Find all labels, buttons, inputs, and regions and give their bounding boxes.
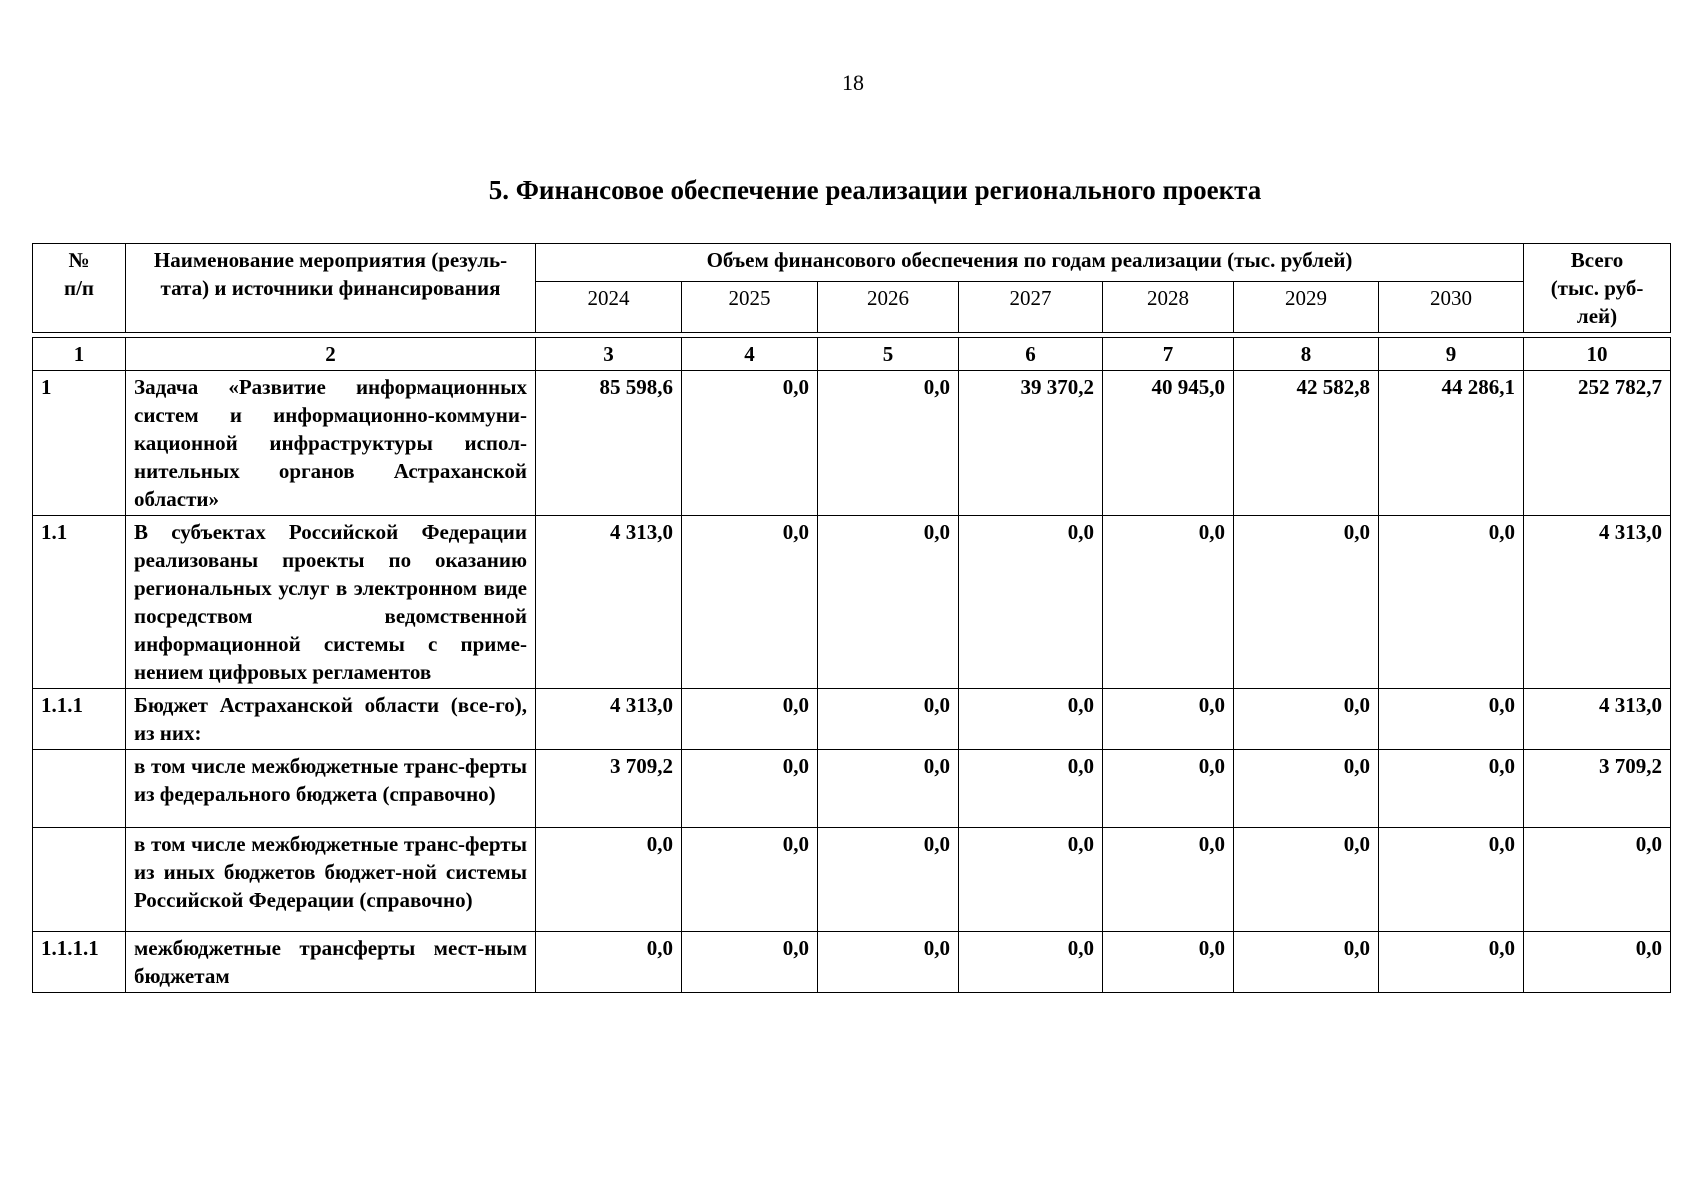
row-code-cell: 1.1.1 (33, 689, 126, 750)
row-value-cell: 0,0 (1234, 828, 1379, 932)
row-value-cell: 0,0 (818, 932, 959, 993)
row-total-cell: 0,0 (1524, 932, 1671, 993)
column-number-cell: 10 (1524, 338, 1671, 371)
row-value-cell: 0,0 (536, 828, 682, 932)
row-value-cell: 0,0 (1379, 750, 1524, 828)
column-number-cell: 8 (1234, 338, 1379, 371)
row-name-cell: в том числе межбюджетные транс-ферты из иных бюджетов бюджет-ной системы Российской Федерации (справочно) (126, 828, 536, 932)
row-value-cell: 0,0 (1103, 689, 1234, 750)
row-value-cell: 40 945,0 (1103, 371, 1234, 516)
table-row (33, 371, 1671, 516)
row-name-cell: В субъектах Российской Федерации реализованы проекты по оказанию региональных услуг в электронном виде посредством ведомственной информационной системы с приме-нением цифровых регламентов (126, 516, 536, 689)
row-value-cell: 0,0 (1103, 516, 1234, 689)
column-number-cell: 1 (33, 338, 126, 371)
header-year-cell: 2026 (818, 282, 959, 333)
row-value-cell: 0,0 (818, 516, 959, 689)
row-name-cell: Задача «Развитие информационных систем и информационно-коммуни-кационной инфраструктуры испол-нительных органов Астраханской области» (126, 371, 536, 516)
header-year-cell: 2027 (959, 282, 1103, 333)
row-value-cell: 0,0 (1234, 932, 1379, 993)
row-value-cell: 4 313,0 (536, 516, 682, 689)
row-value-cell: 0,0 (682, 371, 818, 516)
row-value-cell: 0,0 (818, 689, 959, 750)
row-value-cell: 0,0 (1103, 932, 1234, 993)
header-financing-volume-cell: Объем финансового обеспечения по годам реализации (тыс. рублей) (536, 244, 1524, 282)
column-number-cell: 9 (1379, 338, 1524, 371)
column-number-cell: 3 (536, 338, 682, 371)
row-code-cell: 1 (33, 371, 126, 516)
row-total-cell: 252 782,7 (1524, 371, 1671, 516)
row-value-cell: 0,0 (536, 932, 682, 993)
column-number-cell: 7 (1103, 338, 1234, 371)
column-number-cell: 2 (126, 338, 536, 371)
financing-table (32, 243, 1671, 993)
row-value-cell: 0,0 (959, 932, 1103, 993)
row-value-cell: 0,0 (818, 371, 959, 516)
table-body (33, 371, 1671, 993)
header-number-cell: № п/п (33, 244, 126, 333)
row-value-cell: 0,0 (1234, 689, 1379, 750)
table-row (33, 516, 1671, 689)
header-total-cell: Всего (тыс. руб- лей) (1524, 244, 1671, 333)
row-code-cell: 1.1.1.1 (33, 932, 126, 993)
row-value-cell: 0,0 (1234, 750, 1379, 828)
row-value-cell: 0,0 (1234, 516, 1379, 689)
row-total-cell: 3 709,2 (1524, 750, 1671, 828)
row-value-cell: 39 370,2 (959, 371, 1103, 516)
row-name-cell: межбюджетные трансферты мест-ным бюджетам (126, 932, 536, 993)
header-year-cell: 2028 (1103, 282, 1234, 333)
row-value-cell: 0,0 (1103, 750, 1234, 828)
row-name-cell: Бюджет Астраханской области (все-го), из них: (126, 689, 536, 750)
row-value-cell: 0,0 (1379, 932, 1524, 993)
row-value-cell: 0,0 (682, 689, 818, 750)
row-value-cell: 0,0 (1379, 689, 1524, 750)
row-value-cell: 0,0 (682, 516, 818, 689)
table-row (33, 828, 1671, 932)
header-year-cell: 2024 (536, 282, 682, 333)
table-row (33, 932, 1671, 993)
row-value-cell: 0,0 (959, 689, 1103, 750)
row-code-cell: 1.1 (33, 516, 126, 689)
column-number-cell: 4 (682, 338, 818, 371)
row-value-cell: 0,0 (959, 516, 1103, 689)
row-total-cell: 4 313,0 (1524, 516, 1671, 689)
row-value-cell: 0,0 (682, 828, 818, 932)
row-value-cell: 0,0 (682, 932, 818, 993)
row-value-cell: 0,0 (1103, 828, 1234, 932)
header-row-1 (33, 244, 1671, 282)
row-code-cell (33, 828, 126, 932)
section-title: 5. Финансовое обеспечение реализации регионального проекта (488, 175, 1262, 205)
row-value-cell: 44 286,1 (1379, 371, 1524, 516)
header-year-cell: 2025 (682, 282, 818, 333)
table-row (33, 689, 1671, 750)
header-year-cell: 2029 (1234, 282, 1379, 333)
row-value-cell: 0,0 (818, 828, 959, 932)
row-value-cell: 0,0 (959, 828, 1103, 932)
row-value-cell: 4 313,0 (536, 689, 682, 750)
row-value-cell: 0,0 (818, 750, 959, 828)
row-value-cell: 42 582,8 (1234, 371, 1379, 516)
row-value-cell: 0,0 (682, 750, 818, 828)
page-number: 18 (842, 70, 864, 95)
row-value-cell: 0,0 (1379, 828, 1524, 932)
row-total-cell: 4 313,0 (1524, 689, 1671, 750)
column-number-cell: 6 (959, 338, 1103, 371)
header-year-cell: 2030 (1379, 282, 1524, 333)
header-name-cell: Наименование мероприятия (резуль- тата) и источники финансирования (126, 244, 536, 333)
column-number-cell: 5 (818, 338, 959, 371)
row-code-cell (33, 750, 126, 828)
row-value-cell: 0,0 (959, 750, 1103, 828)
row-value-cell: 85 598,6 (536, 371, 682, 516)
row-value-cell: 3 709,2 (536, 750, 682, 828)
row-total-cell: 0,0 (1524, 828, 1671, 932)
column-number-row (33, 338, 1671, 371)
row-value-cell: 0,0 (1379, 516, 1524, 689)
table-row (33, 750, 1671, 828)
row-name-cell: в том числе межбюджетные транс-ферты из федерального бюджета (справочно) (126, 750, 536, 828)
